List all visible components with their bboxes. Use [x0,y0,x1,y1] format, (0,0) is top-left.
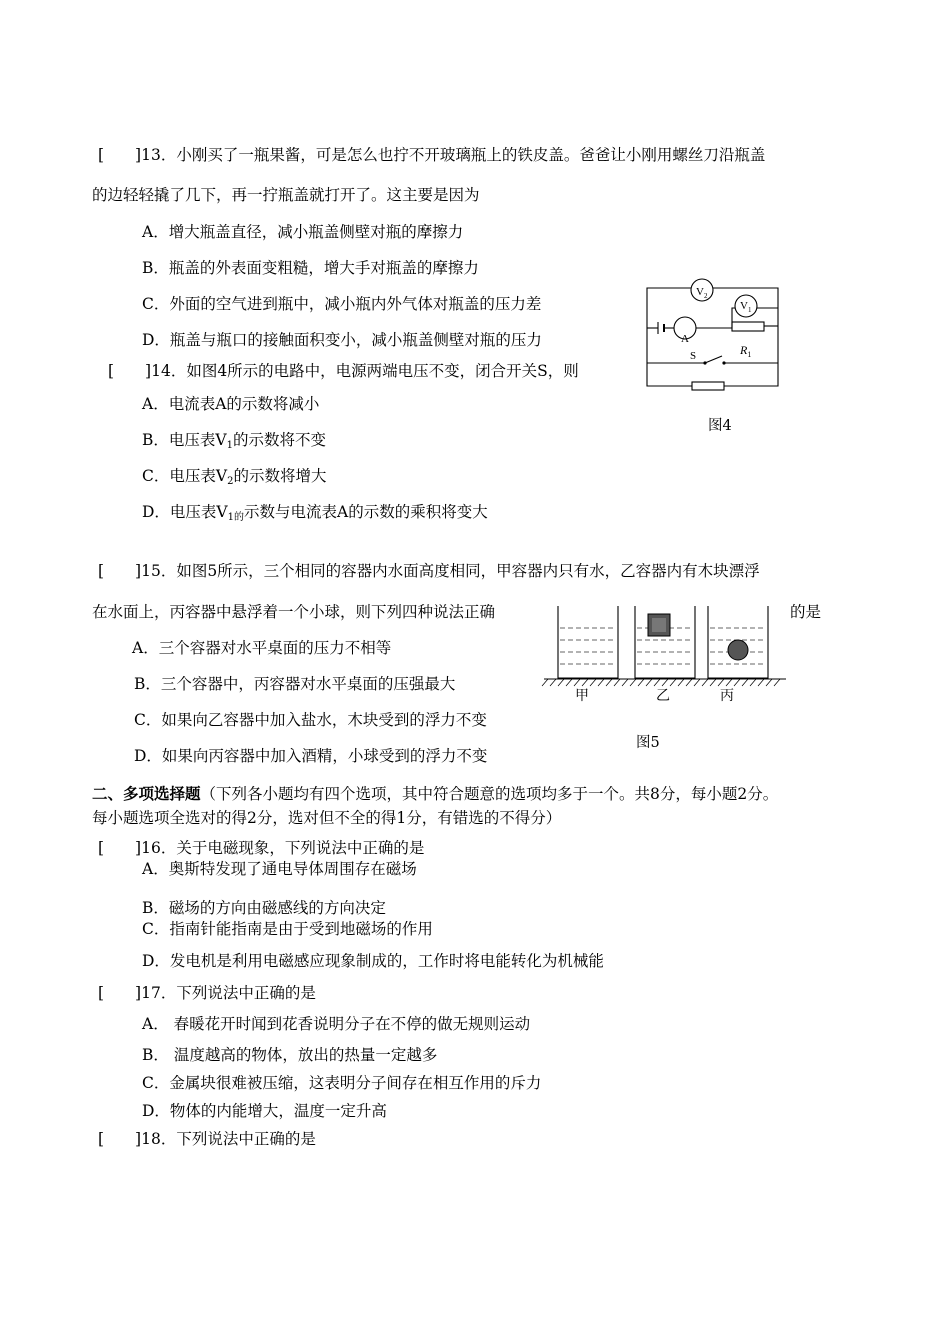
q13-stem-line1: [ ]13．小刚买了一瓶果酱，可是怎么也拧不开玻璃瓶上的铁皮盖。爸爸让小刚用螺丝刀沿瓶盖 [98,146,766,164]
figure-4-caption: 图4 [708,418,732,434]
q14-option-a: A．电流表A的示数将减小 [142,395,320,413]
section-2-title: 二、多项选择题 [92,784,201,803]
q15-stem-line2: 在水面上，丙容器中悬浮着一个小球，则下列四种说法正确 [92,603,496,621]
q14-option-c: C．电压表$V_2$的示数将增大 [142,467,327,487]
label-yi: 乙 [656,689,670,704]
switch-label: S [690,350,697,362]
r1-label: $R_1$ [740,343,752,359]
q14-stem: [ ]14．如图4所示的电路中，电源两端电压不变，闭合开关S，则 [108,362,579,380]
figure-4-circuit-diagram [640,278,790,393]
q16-option-d: D．发电机是利用电磁感应现象制成的，工作时将电能转化为机械能 [142,952,604,970]
q14-option-d: D．电压表$V_{1的}$示数与电流表A的示数的乘积将变大 [142,503,488,523]
q16-stem: [ ]16．关于电磁现象，下列说法中正确的是 [98,839,425,857]
q15-option-d: D．如果向丙容器中加入酒精，小球受到的浮力不变 [134,747,488,765]
q15-option-b: B．三个容器中，丙容器对水平桌面的压强最大 [134,675,456,693]
label-bing: 丙 [720,689,734,704]
q13-option-c: C．外面的空气进到瓶中，减小瓶内外气体对瓶盖的压力差 [142,295,542,313]
v1-meter-label: $V_1$ [740,300,752,314]
q13-stem-line2: 的边轻轻撬了几下，再一拧瓶盖就打开了。这主要是因为 [92,186,480,204]
q18-stem: [ ]18．下列说法中正确的是 [98,1130,316,1148]
q16-option-b: B．磁场的方向由磁感线的方向决定 [142,899,386,917]
q17-option-c: C．金属块很难被压缩，这表明分子间存在相互作用的斥力 [142,1074,542,1092]
q15-option-c: C．如果向乙容器中加入盐水，木块受到的浮力不变 [134,711,487,729]
figure-5-caption: 图5 [636,735,660,751]
q17-option-b: B． 温度越高的物体，放出的热量一定越多 [142,1046,438,1064]
q15-stem-line2-end: 的是 [790,603,822,621]
ammeter-label: A [681,333,689,345]
q17-option-a: A． 春暖花开时闻到花香说明分子在不停的做无规则运动 [142,1015,531,1033]
q15-option-a: A．三个容器对水平桌面的压力不相等 [132,639,392,657]
section-2-desc-line2: 每小题选项全选对的得2分，选对但不全的得1分，有错选的不得分） [92,809,562,827]
v2-meter-label: $V_2$ [696,286,708,300]
q13-option-d: D．瓶盖与瓶口的接触面积变小，减小瓶盖侧壁对瓶的压力 [142,331,542,349]
q16-option-a: A．奥斯特发现了通电导体周围存在磁场 [142,860,417,878]
ball [728,640,748,660]
q17-stem: [ ]17．下列说法中正确的是 [98,984,316,1002]
section-2-heading: 二、多项选择题（下列各小题均有四个选项，其中符合题意的选项均多于一个。共8分，每小题2分。 [92,784,779,803]
container-jia [558,606,618,678]
figure-5-containers-diagram [540,604,790,704]
q17-option-d: D．物体的内能增大，温度一定升高 [142,1102,387,1120]
q13-option-a: A．增大瓶盖直径，减小瓶盖侧壁对瓶的摩擦力 [142,223,464,241]
q16-option-c: C．指南针能指南是由于受到地磁场的作用 [142,920,433,938]
label-jia: 甲 [575,689,589,704]
q14-option-b: B．电压表$V_1$的示数将不变 [142,431,326,451]
q15-stem-line1: [ ]15．如图5所示，三个相同的容器内水面高度相同，甲容器内只有水，乙容器内有木块漂浮 [98,562,760,580]
q13-option-b: B．瓶盖的外表面变粗糙，增大手对瓶盖的摩擦力 [142,259,479,277]
